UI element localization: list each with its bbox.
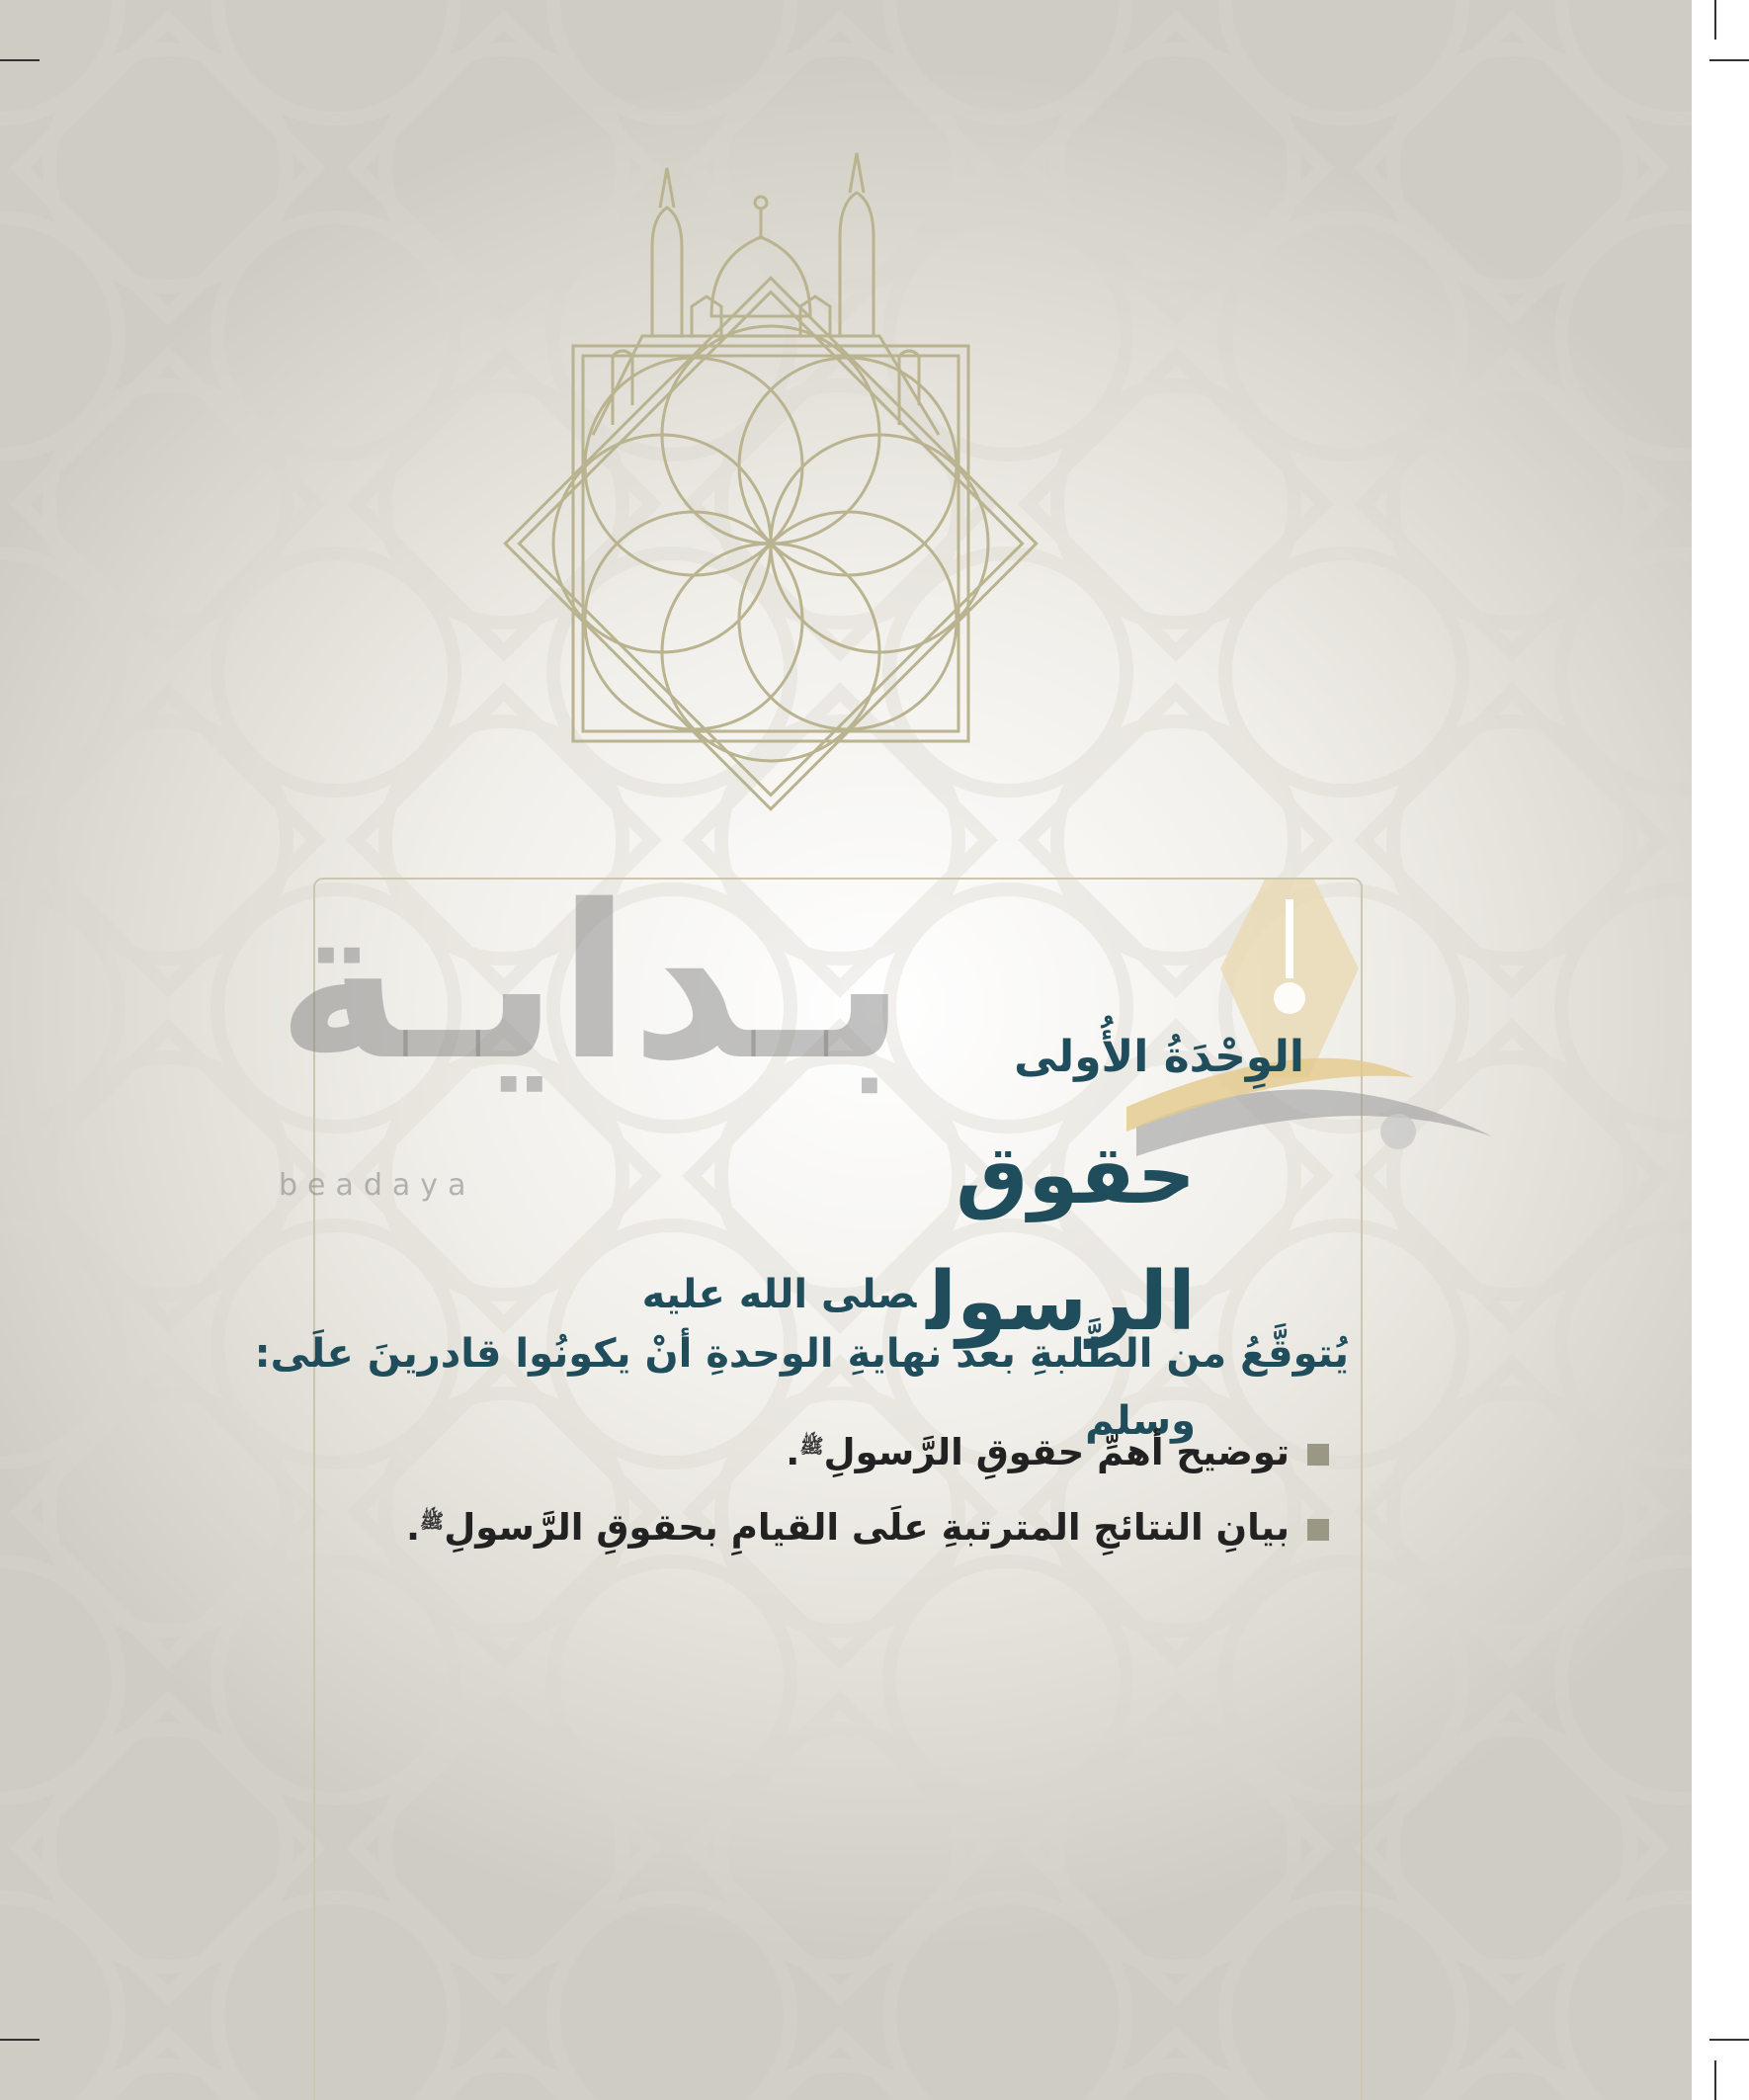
objective-item [593,1408,1329,1483]
learning-outcomes-intro: يُتوقَّعُ من الطَّلبةِ بعدَ نهايةِ الوحدةِ أنْ يكونُوا قادرينَ علَى: [254,1331,1349,1377]
bullet-square-icon [1307,1444,1329,1466]
crop-mark [1709,59,1749,61]
honorific-mark: ﷺ [420,1509,445,1533]
crop-mark [1714,0,1716,40]
objective-item [405,1483,1329,1558]
objectives-list [405,1408,1329,1586]
objective-end: . [405,1506,421,1549]
watermark-text: بـدايـة [277,859,906,1107]
objective-text: توضيح أهمِّ حقوقِ الرَّسولِ [823,1431,1290,1473]
objective-text: بيانِ النتائجِ المترتبةِ علَى القيامِ بحقوقِ الرَّسولِ [444,1506,1290,1549]
crop-mark [1709,2039,1749,2041]
bullet-square-icon [1307,1519,1329,1541]
objective-end: . [786,1431,800,1473]
honorific-mark: ﷺ [799,1434,824,1458]
honorific-mark: صلى الله عليه وسلم [641,1272,1196,1444]
lesson-title-text: حقوق الرسول [926,1129,1196,1349]
crop-mark [1714,2060,1716,2100]
crop-mark [0,2039,40,2041]
watermark-subtitle: beadaya [279,1168,476,1203]
crop-mark [0,59,40,61]
unit-label: الوِحْدَةُ الأُولى [1014,1032,1304,1082]
star-ornament-icon [505,278,1036,808]
